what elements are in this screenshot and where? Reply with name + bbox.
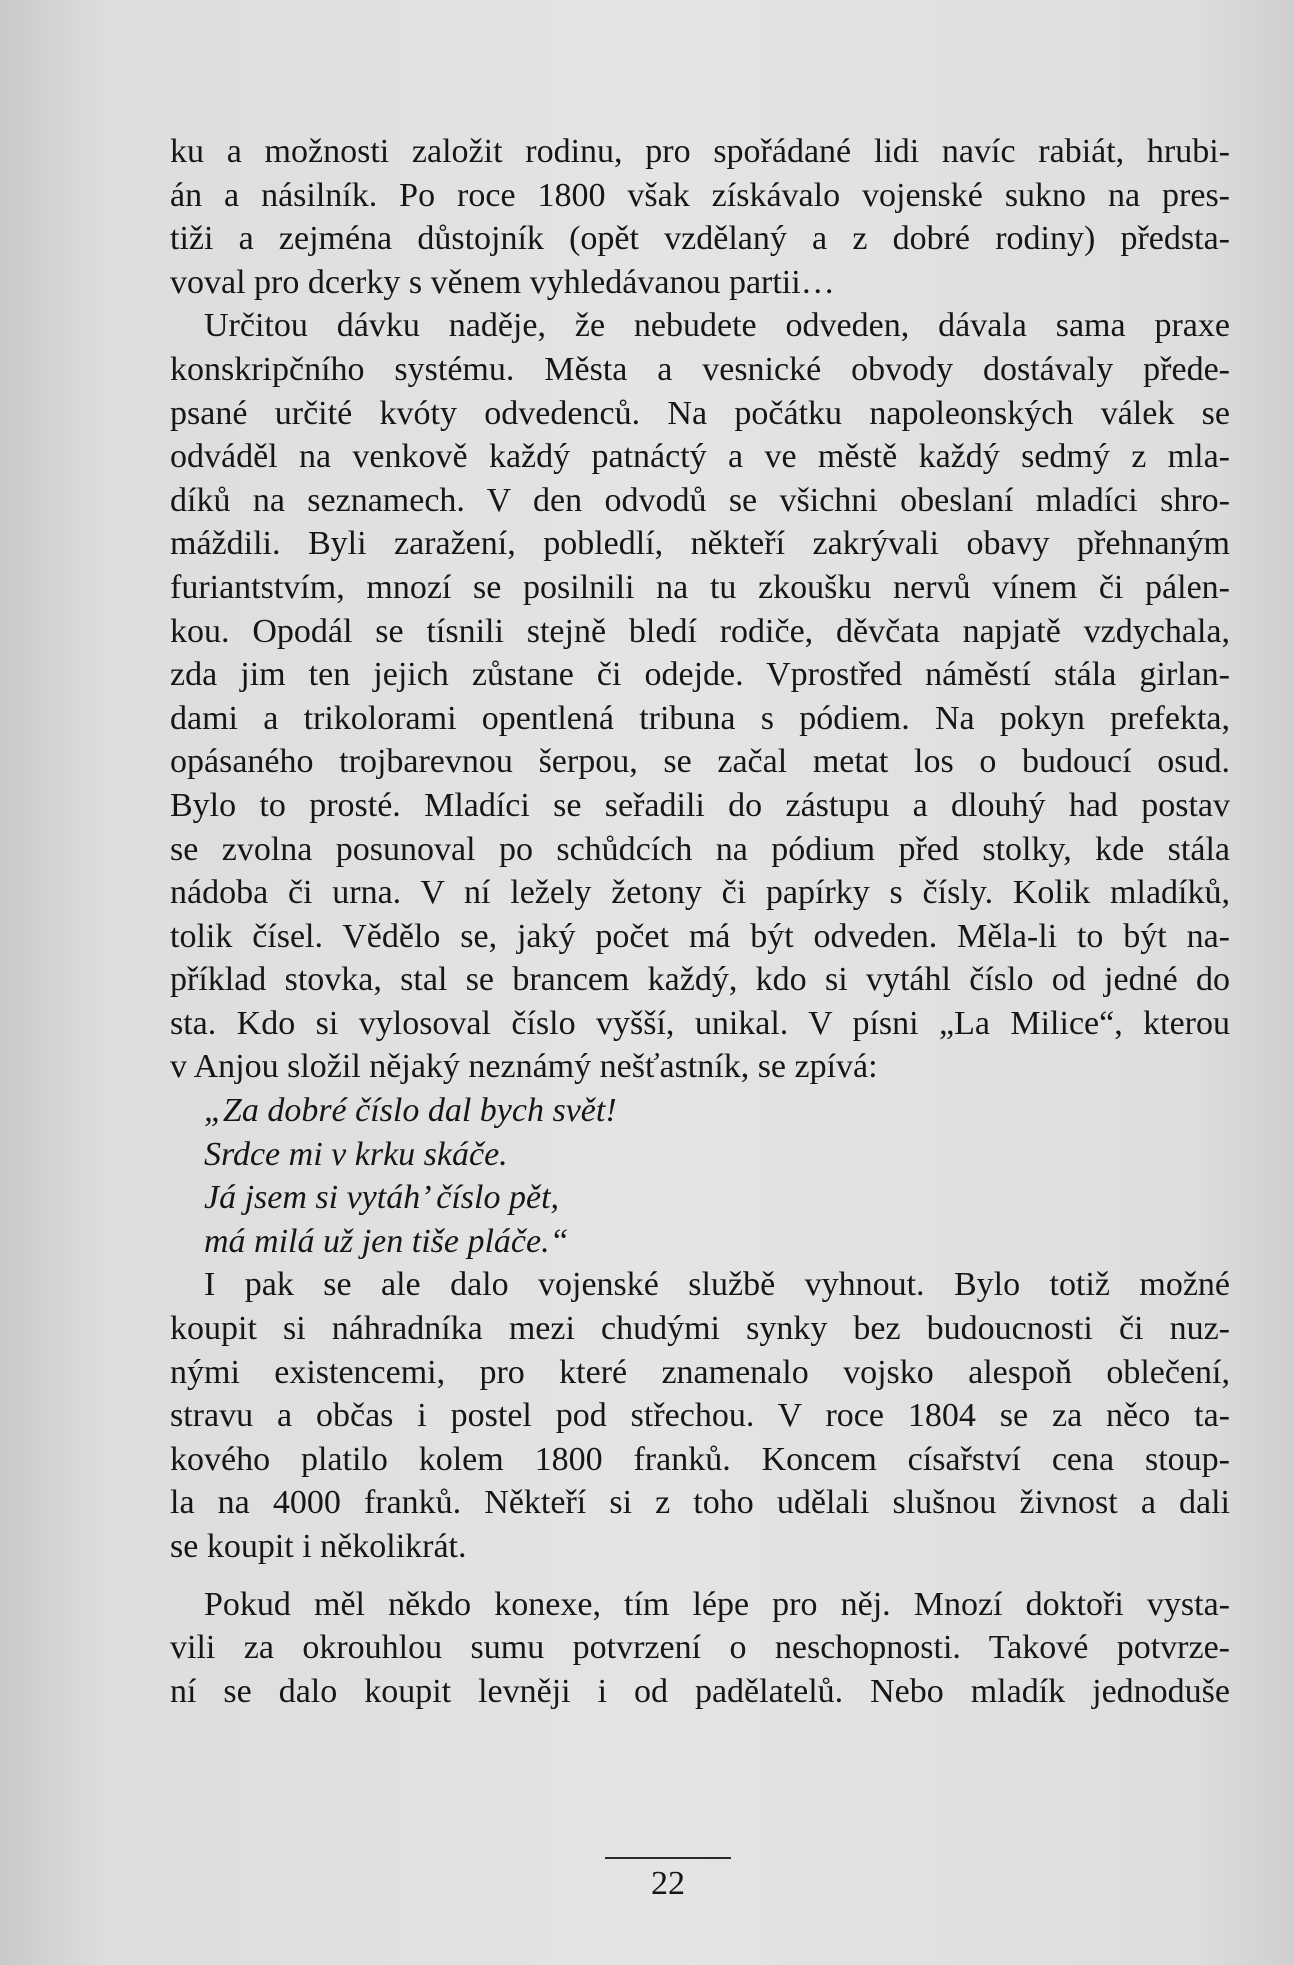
text-line: tolik čísel. Vědělo se, jaký počet má být odveden. Měla-li to být na- bbox=[170, 917, 1230, 955]
text-line: stravu a občas i postel pod střechou. V roce 1804 se za něco ta- bbox=[170, 1397, 1230, 1435]
text-line: voval pro dcerky s věnem vyhledávanou partii… bbox=[170, 263, 835, 301]
text-line: zda jim ten jejich zůstane či odejde. Vprostřed náměstí stála girlan- bbox=[170, 656, 1230, 694]
text-line: se zvolna posunoval po schůdcích na pódium před stolky, kde stála bbox=[170, 830, 1230, 868]
text-line: sta. Kdo si vylosoval číslo vyšší, unikal. V písni „La Milice“, kterou bbox=[170, 1004, 1230, 1042]
text-line: dami a trikolorami opentlená tribuna s pódiem. Na pokyn prefekta, bbox=[170, 699, 1230, 737]
text-line: konskripčního systému. Města a vesnické obvody dostávaly přede- bbox=[170, 350, 1230, 388]
text-line: díků na seznamech. V den odvodů se všichni obeslaní mladíci shro- bbox=[170, 481, 1230, 519]
text-line: koupit si náhradníka mezi chudými synky bez budoucnosti či nuz- bbox=[170, 1310, 1230, 1348]
paragraph-gap bbox=[170, 1569, 1230, 1583]
text-line: se koupit i několikrát. bbox=[170, 1528, 467, 1565]
poem-line: Srdce mi v krku skáče. bbox=[204, 1135, 508, 1173]
footer-rule bbox=[605, 1857, 731, 1859]
text-line: opásaného trojbarevnou šerpou, se začal metat los o budoucí osud. bbox=[170, 743, 1230, 781]
poem-line: má milá už jen tiše pláče.“ bbox=[204, 1222, 569, 1260]
text-line: máždili. Byli zaražení, pobledlí, někteří zakrývali obavy přehnaným bbox=[170, 525, 1230, 563]
text-line: ní se dalo koupit levněji i od padělatelů. Nebo mladík jednoduše bbox=[170, 1672, 1230, 1710]
poem-line: Já jsem si vytáh’ číslo pět, bbox=[204, 1179, 560, 1217]
text-line: příklad stovka, stal se brancem každý, kdo si vytáhl číslo od jedné do bbox=[170, 961, 1230, 999]
text-line: ku a možnosti založit rodinu, pro spořádané lidi navíc rabiát, hrubi- bbox=[170, 133, 1230, 170]
text-line: nými existencemi, pro které znamenalo vojsko alespoň oblečení, bbox=[170, 1353, 1230, 1391]
text-line: la na 4000 franků. Někteří si z toho udělali slušnou živnost a dali bbox=[170, 1484, 1230, 1522]
text-line: vili za okrouhlou sumu potvrzení o neschopnosti. Takové potvrze- bbox=[170, 1629, 1230, 1667]
text-line: psané určité kvóty odvedenců. Na počátku napoleonských válek se bbox=[170, 394, 1230, 432]
text-line: nádoba či urna. V ní ležely žetony či papírky s čísly. Kolik mladíků, bbox=[170, 874, 1230, 912]
text-line: v Anjou složil nějaký neznámý nešťastník, se zpívá: bbox=[170, 1048, 878, 1086]
paragraph-first-line: Určitou dávku naděje, že nebudete odveden, dávala sama praxe bbox=[204, 307, 1230, 345]
text-line: kou. Opodál se tísnili stejně bledí rodiče, děvčata napjatě vzdychala, bbox=[170, 612, 1230, 650]
page-number: 22 bbox=[651, 1865, 685, 1902]
text-line: odváděl na venkově každý patnáctý a ve městě každý sedmý z mla- bbox=[170, 438, 1230, 476]
poem-line: „Za dobré číslo dal bych svět! bbox=[204, 1092, 617, 1130]
paragraph-first-line: Pokud měl někdo konexe, tím lépe pro něj. Mnozí doktoři vysta- bbox=[204, 1585, 1230, 1623]
text-line: kového platilo kolem 1800 franků. Koncem císařství cena stoup- bbox=[170, 1440, 1230, 1478]
text-line: tiži a zejména důstojník (opět vzdělaný a z dobré rodiny) předsta- bbox=[170, 220, 1230, 258]
body-text bbox=[170, 130, 1230, 1713]
text-line: furiantstvím, mnozí se posilnili na tu zkoušku nervů vínem či pálen- bbox=[170, 568, 1230, 606]
text-line: án a násilník. Po roce 1800 však získávalo vojenské sukno na pres- bbox=[170, 176, 1230, 214]
paragraph-first-line: I pak se ale dalo vojenské službě vyhnout. Bylo totiž možné bbox=[204, 1266, 1230, 1304]
text-line: Bylo to prosté. Mladíci se seřadili do zástupu a dlouhý had postav bbox=[170, 786, 1230, 824]
